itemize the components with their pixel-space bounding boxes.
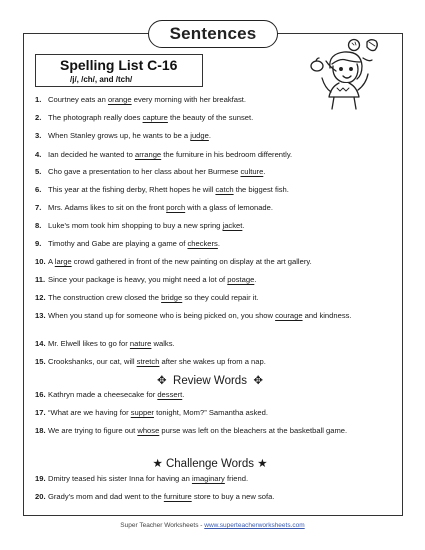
sentence-number: 17. xyxy=(35,408,46,417)
sentence-text: friend. xyxy=(224,474,249,483)
sentence-text: Ian decided he wanted to xyxy=(48,150,135,159)
sentence-item xyxy=(35,150,360,161)
sentence-item xyxy=(35,167,360,178)
sentence-text: . xyxy=(182,390,185,399)
review-words-heading xyxy=(30,373,390,387)
page-title-pill xyxy=(148,20,278,48)
sentence-number: 7. xyxy=(35,203,42,212)
spelling-word: nature xyxy=(129,339,152,348)
spelling-word: orange xyxy=(107,95,132,104)
challenge-sentence-item xyxy=(35,474,360,485)
sentence-item xyxy=(35,203,360,214)
sentence-text: “What are we having for xyxy=(48,408,131,417)
sentence-number: 16. xyxy=(35,390,46,399)
sentence-text: the beauty of the sunset. xyxy=(167,113,254,122)
sentence-number: 2. xyxy=(35,113,42,122)
sentence-item xyxy=(35,95,360,106)
sentence-item xyxy=(35,239,360,250)
sentence-item xyxy=(35,275,360,286)
spelling-word: jacket xyxy=(222,221,243,230)
footer-link[interactable]: www.superteacherworksheets.com xyxy=(204,522,305,529)
sentence-text: Dmitry teased his sister Inna for having an xyxy=(48,474,192,483)
spelling-word: capture xyxy=(142,113,168,122)
review-sentence-item xyxy=(35,426,360,437)
review-sentence-item xyxy=(35,408,360,419)
spelling-word: culture xyxy=(240,167,264,176)
review-sentence-item xyxy=(35,390,360,401)
challenge-words-title: Challenge Words xyxy=(165,458,254,470)
sentence-text: walks. xyxy=(151,339,175,348)
sentence-text: Luke's mom took him shopping to buy a new spring xyxy=(48,221,223,230)
sentence-number: 12. xyxy=(35,293,46,302)
sentence-number: 11. xyxy=(35,275,46,284)
sentence-text: store to buy a new sofa. xyxy=(191,492,275,501)
sentence-text: Mr. Elwell likes to go for xyxy=(48,339,130,348)
sentence-text: When Stanley grows up, he wants to be a xyxy=(48,131,191,140)
spelling-word: bridge xyxy=(161,293,183,302)
sentence-text: after she wakes up from a nap. xyxy=(159,357,266,366)
sentence-text: Courtney eats an xyxy=(48,95,108,104)
sentence-number: 9. xyxy=(35,239,42,248)
spelling-word: porch xyxy=(166,203,186,212)
sentence-text: Crookshanks, our cat, will xyxy=(48,357,137,366)
apple-ball-icon xyxy=(311,61,323,71)
sentence-text: tonight, Mom?” Samantha asked. xyxy=(153,408,268,417)
spelling-word: stretch xyxy=(136,357,160,366)
sentence-text: purse was left on the bleachers at the basketball game. xyxy=(159,426,348,435)
sentence-item xyxy=(35,257,360,268)
sentence-number: 13. xyxy=(35,311,46,320)
sentence-text: . xyxy=(263,167,266,176)
spelling-word: arrange xyxy=(134,150,162,159)
sentence-text: Since your package is heavy, you might need a lot of xyxy=(48,275,228,284)
sentence-text: This year at the fishing derby, Rhett hopes he will xyxy=(48,185,216,194)
sentence-text: with a glass of lemonade. xyxy=(185,203,273,212)
sentence-text: so they could repair it. xyxy=(182,293,259,302)
sentence-text: Timothy and Gabe are playing a game of xyxy=(48,239,188,248)
star-icon: ★ xyxy=(257,458,268,470)
sentence-number: 4. xyxy=(35,150,42,159)
sentence-text: . xyxy=(254,275,257,284)
sentence-text: the biggest fish. xyxy=(233,185,289,194)
sentence-text: Mrs. Adams likes to sit on the front xyxy=(48,203,167,212)
challenge-words-heading xyxy=(30,456,390,470)
sentence-text: The photograph really does xyxy=(48,113,143,122)
spelling-word: courage xyxy=(275,311,303,320)
sentence-text: Kathryn made a cheesecake for xyxy=(48,390,158,399)
page-footer xyxy=(0,522,425,529)
sentence-item xyxy=(35,113,360,124)
sentence-item xyxy=(35,311,360,322)
spelling-word: large xyxy=(54,257,72,266)
sentence-text: . xyxy=(217,239,220,248)
spelling-word: furniture xyxy=(163,492,192,501)
sentence-text: The construction crew closed the xyxy=(48,293,162,302)
sentence-text: and kindness. xyxy=(302,311,352,320)
footer-site-name: Super Teacher Worksheets - xyxy=(120,522,205,529)
spelling-word: imaginary xyxy=(191,474,225,483)
review-words-title: Review Words xyxy=(173,375,247,387)
sentence-number: 19. xyxy=(35,474,46,483)
sentence-item xyxy=(35,293,360,304)
sentence-item xyxy=(35,339,360,350)
sentence-text: When you stand up for someone who is being picked on, you show xyxy=(48,311,276,320)
sentence-text: the furniture in his bedroom differently. xyxy=(161,150,293,159)
sentence-text: crowd gathered in front of the new painting on display at the art gallery. xyxy=(71,257,312,266)
spelling-word: judge xyxy=(190,131,209,140)
sentence-item xyxy=(35,185,360,196)
sentence-text: . xyxy=(208,131,211,140)
four-point-star-icon: ✥ xyxy=(253,375,263,387)
spelling-word: dessert xyxy=(157,390,183,399)
spelling-word: postage xyxy=(227,275,255,284)
sentence-text: We are trying to figure out xyxy=(48,426,138,435)
spelling-word: catch xyxy=(215,185,234,194)
spelling-list-title: Spelling List C-16 xyxy=(60,57,178,73)
four-point-star-icon: ✥ xyxy=(157,375,167,387)
sentence-number: 18. xyxy=(35,426,46,435)
spelling-word: checkers xyxy=(187,239,218,248)
sentence-text: A xyxy=(48,257,55,266)
sentence-number: 15. xyxy=(35,357,46,366)
spelling-list-subtitle: /j/, /ch/, and /tch/ xyxy=(70,75,133,84)
sentence-number: 6. xyxy=(35,185,42,194)
sentence-text: every morning with her breakfast. xyxy=(131,95,246,104)
sentence-number: 8. xyxy=(35,221,42,230)
sentence-number: 5. xyxy=(35,167,42,176)
sentence-item xyxy=(35,357,360,368)
sentence-number: 3. xyxy=(35,131,42,140)
sentence-number: 14. xyxy=(35,339,46,348)
star-icon: ★ xyxy=(152,458,163,470)
spelling-word: supper xyxy=(130,408,154,417)
sentence-number: 1. xyxy=(35,95,42,104)
sentence-text: . xyxy=(242,221,245,230)
page-title: Sentences xyxy=(169,24,257,43)
sentence-item xyxy=(35,221,360,232)
sentence-text: Grady's mom and dad went to the xyxy=(48,492,164,501)
sentence-number: 10. xyxy=(35,257,46,266)
sentence-number: 20. xyxy=(35,492,46,501)
spelling-word: whose xyxy=(137,426,160,435)
sentence-item xyxy=(35,131,360,142)
challenge-sentence-item xyxy=(35,492,360,503)
leaf-ball-icon xyxy=(367,40,377,51)
sentence-text: Cho gave a presentation to her class about her Burmese xyxy=(48,167,241,176)
